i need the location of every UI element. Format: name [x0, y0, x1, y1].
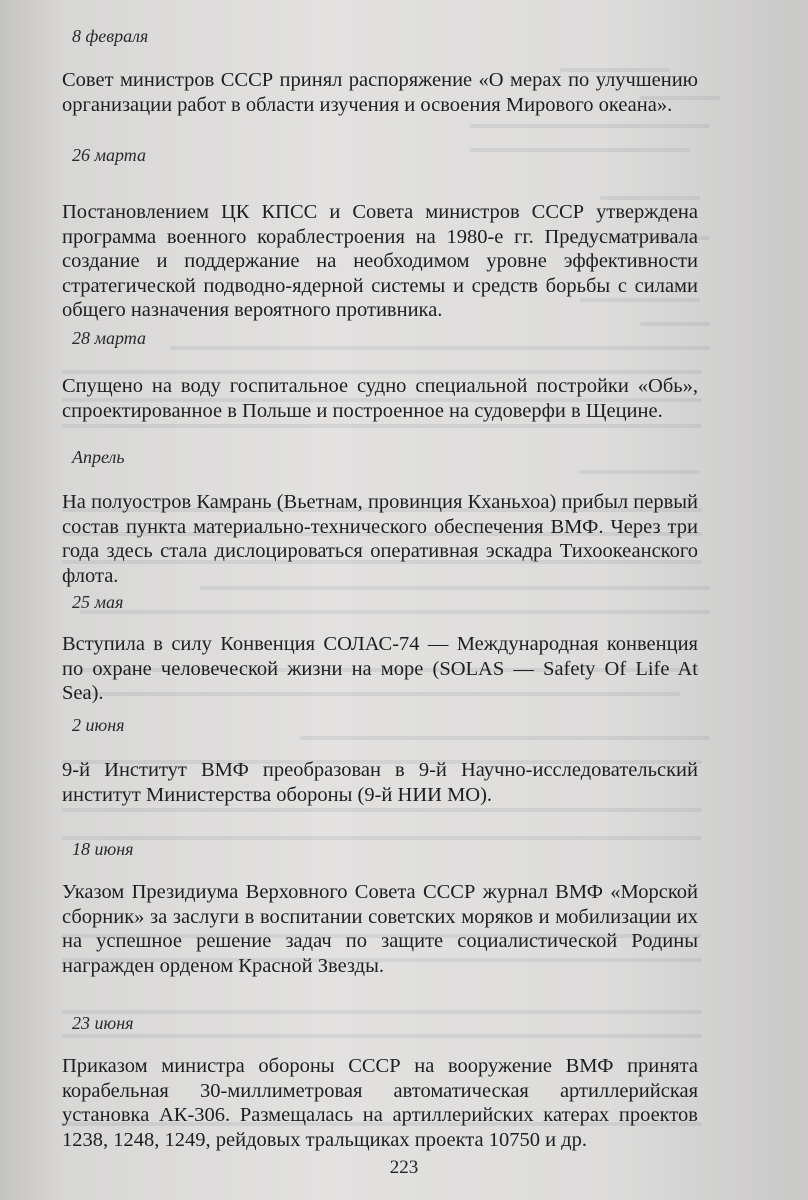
- entry-date: 8 февраля: [72, 26, 149, 46]
- entry-date: 25 мая: [72, 592, 124, 612]
- entry-date: 23 июня: [72, 1013, 134, 1033]
- entry-text: Спущено на воду госпитальное судно специальной постройки «Обь», спроектированное в Польше и построенное на судоверфи в Щецине.: [62, 375, 698, 422]
- entry-date: 18 июня: [72, 839, 134, 859]
- entry-date: 2 июня: [72, 715, 125, 735]
- entry-text: Вступила в силу Конвенция СОЛАС-74 — Международная конвенция по охране человеческой жизни на море (SOLAS — Safety Of Life At Sea).: [62, 633, 698, 704]
- entry-date: 28 марта: [72, 328, 146, 348]
- entry-date: Апрель: [72, 447, 125, 467]
- entry-text: На полуостров Камрань (Вьетнам, провинция Кханьхоа) прибыл первый состав пункта материально-технического обеспечения ВМФ. Через три года здесь стала дислоцироваться оперативная эскадра Тихоокеанского флота.: [62, 491, 698, 587]
- entry-text: Постановлением ЦК КПСС и Совета министров СССР утверждена программа военного кораблестроения на 1980-е гг. Предусматривала создание и поддержание на необходимом уровне эффективности стратегической подводно-ядерной системы и средств борьбы с силами общего назначения вероятного противника.: [62, 201, 698, 321]
- entry-text: 9-й Институт ВМФ преобразован в 9-й Научно-исследовательский институт Министерства обороны (9-й НИИ МО).: [62, 759, 698, 806]
- page-number: 223: [389, 1157, 419, 1178]
- entry-text: Совет министров СССР принял распоряжение «О мерах по улучшению организации работ в области изучения и освоения Мирового океана».: [62, 69, 698, 116]
- entry-text: Приказом министра обороны СССР на вооружение ВМФ принята корабельная 30-миллиметровая автоматическая артиллерийская установка АК-306. Размещалась на артиллерийских катерах проектов 1238, 1248, 1249, рейдовых тральщиках проекта 10750 и др.: [62, 1055, 698, 1151]
- entry-date: 26 марта: [72, 145, 146, 165]
- entry-text: Указом Президиума Верховного Совета СССР журнал ВМФ «Морской сборник» за заслуги в воспитании советских моряков и мобилизации их на успешное решение задач по защите социалистической Родины награжден орденом Красной Звезды.: [62, 881, 698, 977]
